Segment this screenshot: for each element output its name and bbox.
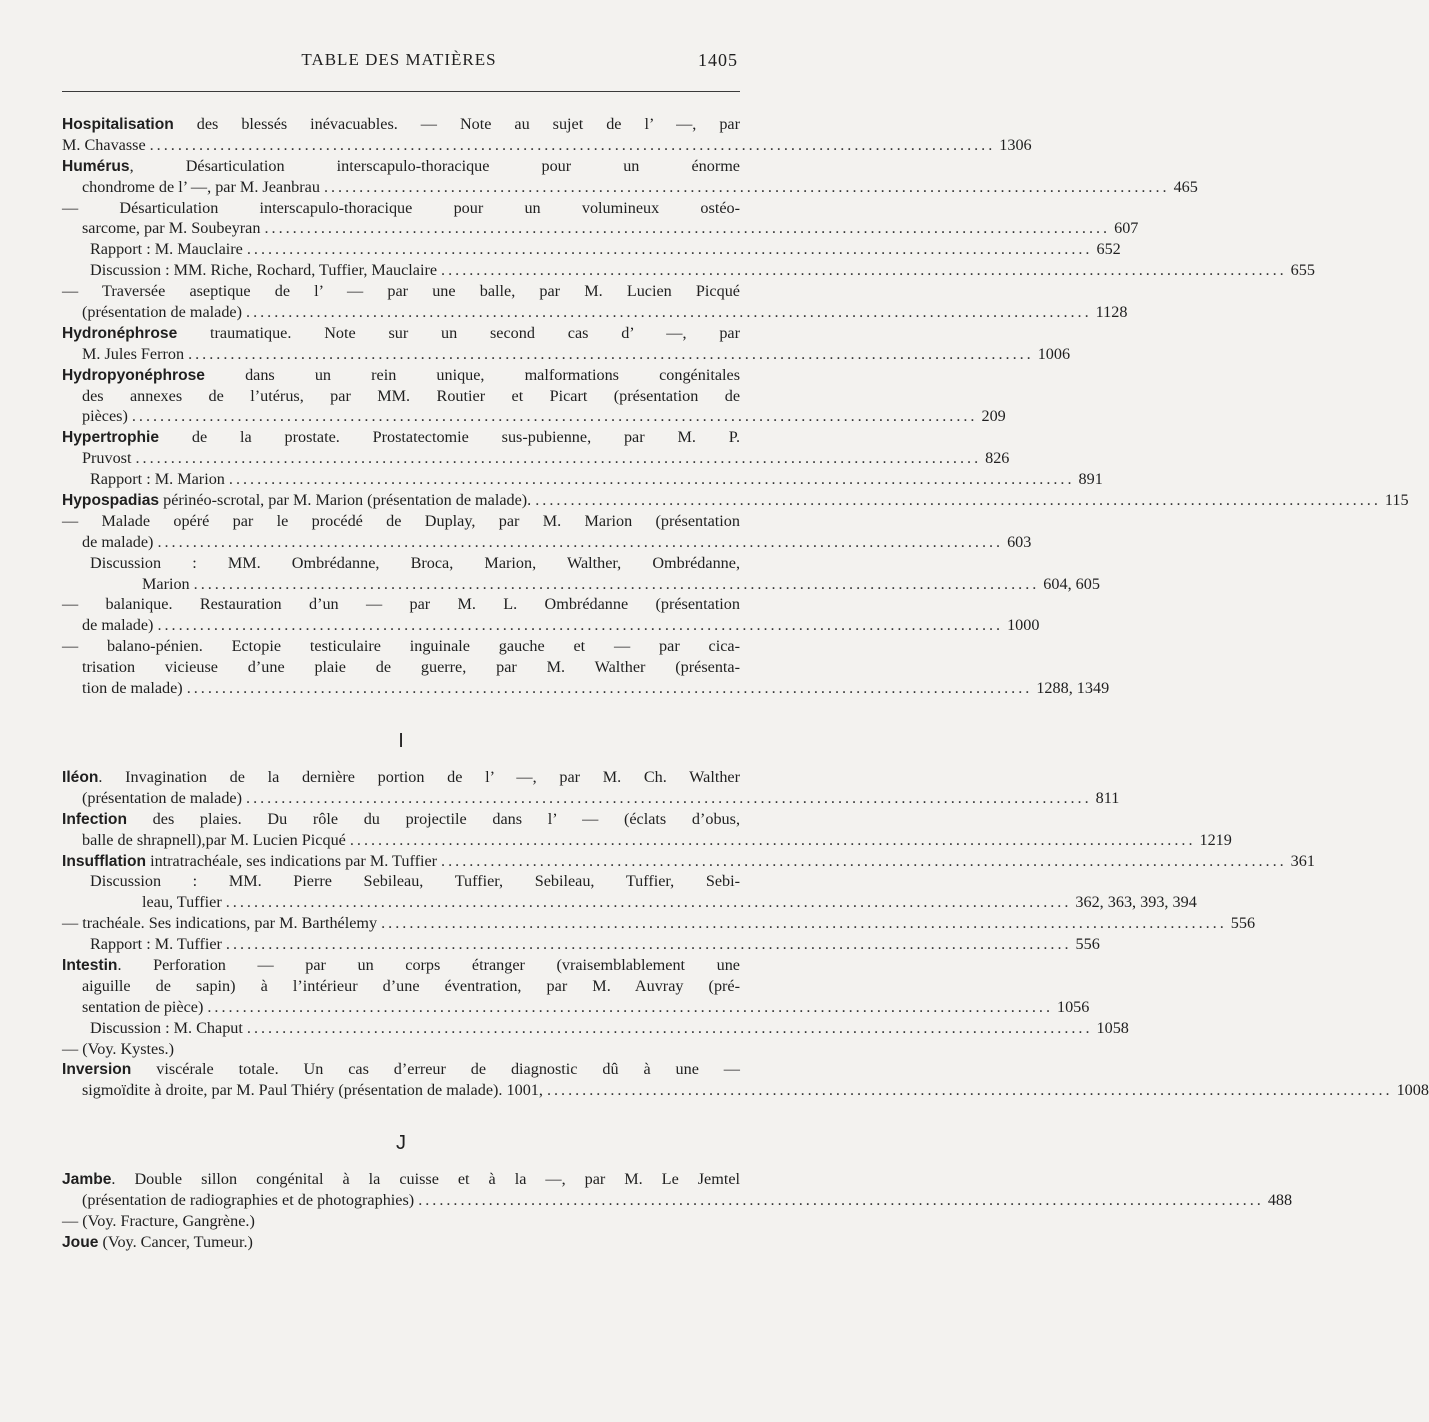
entry-text: [82, 830, 346, 851]
entry-body: pièces): [82, 407, 128, 426]
entry-text: [82, 344, 184, 365]
entry-keyword: Hydronéphrose: [62, 324, 178, 342]
dot-leader: ........................................................................................................................: [323, 177, 1170, 196]
dot-leader: ........................................................................................................................: [131, 407, 978, 426]
entry-body: . Invagination de la dernière portion de l’ —, par M. Ch. Walther: [98, 767, 740, 786]
entry-body: — balano-pénien. Ectopie testiculaire inguinale gauche et — par cica-: [62, 637, 740, 656]
index-entry-line: [62, 615, 1040, 636]
entry-body: , Désarticulation interscapulo-thoracique pour un énorme: [129, 156, 740, 175]
index-entry-line: [62, 997, 1090, 1018]
page-reference: 607: [1114, 219, 1139, 238]
entry-keyword: Intestin: [62, 956, 118, 974]
index-entry-line: [62, 678, 1110, 699]
index-entry-line: [62, 406, 1006, 427]
index-entry-line: [62, 114, 740, 135]
entry-text: [90, 260, 437, 281]
entry-text: [62, 595, 740, 613]
page-reference: 652: [1096, 240, 1121, 259]
entry-text: [62, 157, 740, 175]
entry-body: périnéo-scrotal, par M. Marion (présentation de malade).: [159, 491, 532, 510]
entry-body: Discussion : MM. Ombrédanne, Broca, Marion, Walther, Ombrédanne,: [90, 553, 740, 572]
entry-text: [62, 1170, 740, 1188]
page-reference: 604, 605: [1043, 574, 1100, 593]
entry-text: [62, 810, 740, 828]
entry-body: (présentation de radiographies et de photographies): [82, 1191, 415, 1210]
entry-keyword: Jambe: [62, 1171, 112, 1189]
dot-leader: ........................................................................................................................: [188, 344, 1034, 363]
index-entry-line: [62, 892, 1197, 913]
entry-body: sarcome, par M. Soubeyran: [82, 219, 261, 238]
entry-keyword: Inversion: [62, 1061, 132, 1079]
entry-keyword: Insufflation: [62, 852, 147, 870]
entry-text: [82, 997, 203, 1018]
entry-body: de malade): [82, 616, 154, 635]
page-reference: 1306: [999, 135, 1032, 154]
entry-text: [82, 177, 320, 198]
dot-leader: ........................................................................................................................: [225, 935, 1072, 954]
entry-text: [82, 387, 740, 405]
entry-body: . Perforation — par un corps étranger (vraisemblablement une: [117, 955, 740, 974]
entry-text: [90, 872, 740, 890]
entry-text: [62, 1233, 253, 1251]
entry-body: Rapport : M. Tuffier: [90, 935, 222, 954]
entry-text: [62, 512, 740, 530]
index-entry-line: [62, 218, 1139, 239]
entry-body: — Malade opéré par le procédé de Duplay, par M. Marion (présentation: [62, 511, 740, 530]
entry-body: des blessés inévacuables. — Note au sujet de l’ —, par: [173, 115, 740, 133]
entry-text: [90, 554, 740, 572]
dot-leader: ........................................................................................................................: [149, 135, 996, 154]
entry-body: chondrome de l’ —, par M. Jeanbrau: [82, 177, 320, 196]
entry-body: — (Voy. Fracture, Gangrène.): [62, 1211, 255, 1230]
entry-text: [62, 1040, 174, 1058]
entry-body: Discussion : MM. Pierre Sebileau, Tuffier, Sebileau, Tuffier, Sebi-: [90, 872, 740, 891]
entry-keyword: Hydropyonéphrose: [62, 366, 205, 384]
page-reference: 1000: [1007, 616, 1040, 635]
page-reference: 811: [1095, 788, 1120, 807]
page-reference: 1006: [1037, 344, 1071, 363]
entry-body: M. Jules Ferron: [82, 344, 185, 363]
entry-body: . Double sillon congénital à la cuisse et à la —, par M. Le Jemtel: [111, 1170, 740, 1189]
entry-body: aiguille de sapin) à l’intérieur d’une éventration, par M. Auvray (pré-: [82, 976, 740, 995]
entry-keyword: Hypospadias: [62, 492, 160, 510]
entry-text: [62, 637, 740, 655]
entry-keyword: Iléon: [62, 768, 99, 786]
index-entry-line: [62, 1211, 740, 1232]
dot-leader: ........................................................................................................................: [135, 449, 982, 468]
entry-body: — Désarticulation interscapulo-thoracique pour un volumineux ostéo-: [62, 198, 740, 217]
index-entry-line: [62, 788, 1120, 809]
page-reference: 603: [1007, 532, 1032, 551]
index-entry-line: [62, 1080, 1429, 1101]
page-header: [60, 50, 738, 76]
entry-text: [82, 1190, 414, 1211]
index-entry-line: [62, 198, 740, 219]
dot-leader: ........................................................................................................................: [264, 219, 1111, 238]
dot-leader: ........................................................................................................................: [441, 261, 1287, 280]
entry-text: [82, 788, 242, 809]
index-entry-line: [62, 1039, 740, 1060]
entry-text: [142, 892, 222, 913]
dot-leader: ........................................................................................................................: [157, 616, 1004, 635]
dot-leader: ........................................................................................................................: [207, 997, 1053, 1016]
entry-text: [82, 302, 242, 323]
index-entry-line: [62, 851, 1315, 872]
entry-body: — balanique. Restauration d’un — par M. L. Ombrédanne (présentation: [62, 595, 740, 614]
index-entry-line: [62, 871, 740, 892]
dot-leader: ........................................................................................................................: [246, 240, 1093, 259]
page-reference: 209: [981, 407, 1006, 426]
entry-body: dans un rein unique, malformations congénitales: [204, 365, 740, 384]
page-reference: 1008: [1396, 1081, 1429, 1100]
index-entry-line: [62, 302, 1128, 323]
entry-body: M. Chavasse: [62, 135, 146, 154]
page-reference: 655: [1290, 261, 1315, 280]
entry-text: [62, 768, 740, 786]
entry-keyword: Hospitalisation: [62, 116, 174, 133]
page-reference: 1288, 1349: [1036, 679, 1110, 698]
entry-text: [62, 324, 740, 342]
entry-text: [62, 913, 377, 934]
entry-body: sigmoïdite à droite, par M. Paul Thiéry (présentation de malade). 1001,: [82, 1081, 543, 1100]
index-entry-line: [62, 448, 1010, 469]
index-entry-line: [62, 913, 1256, 934]
entry-body: sentation de pièce): [82, 997, 204, 1016]
entry-text: [82, 1080, 543, 1101]
entry-body: de malade): [82, 532, 154, 551]
entry-body: intratrachéale, ses indications par M. Tuffier: [146, 851, 438, 870]
entry-text: [62, 1060, 740, 1078]
page-reference: 826: [985, 449, 1010, 468]
page-reference: 361: [1290, 851, 1315, 870]
dot-leader: ........................................................................................................................: [228, 470, 1075, 489]
index-entry-line: [62, 177, 1198, 198]
entry-body: des annexes de l’utérus, par MM. Routier et Picart (présentation de: [82, 386, 740, 405]
index-entry-line: [62, 955, 740, 976]
entry-body: Pruvost: [82, 449, 132, 468]
index-entry-line: [62, 344, 1071, 365]
entry-keyword: Humérus: [62, 157, 130, 175]
page-number: 1405: [698, 50, 738, 70]
entry-body: leau, Tuffier: [142, 893, 222, 912]
entry-text: [62, 366, 740, 384]
index-entry-line: [62, 767, 740, 788]
index-entry-line: [62, 830, 1232, 851]
entry-body: viscérale totale. Un cas d’erreur de diagnostic dû à une —: [131, 1060, 740, 1079]
dot-leader: ........................................................................................................................: [546, 1081, 1393, 1100]
entry-body: — (Voy. Kystes.): [62, 1039, 174, 1058]
entry-body: (Voy. Cancer, Tumeur.): [98, 1232, 253, 1251]
entry-text: [82, 977, 740, 995]
index-content: [62, 114, 1429, 1253]
page-reference: 891: [1078, 470, 1103, 489]
index-entry-line: [62, 1018, 1129, 1039]
index-entry-line: [62, 365, 740, 386]
index-entry-line: [62, 594, 740, 615]
entry-text: [62, 1212, 255, 1230]
index-entry-line: [62, 490, 1409, 511]
entry-text: [62, 135, 146, 156]
entry-body: Rapport : M. Marion: [90, 470, 225, 489]
index-entry-line: [62, 135, 1032, 156]
entry-body: Discussion : M. Chaput: [90, 1018, 243, 1037]
page-reference: 1058: [1096, 1018, 1129, 1037]
index-entry-line: [62, 809, 740, 830]
index-entry-line: [62, 1190, 1293, 1211]
index-entry-line: [62, 469, 1103, 490]
index-entry-line: [62, 239, 1121, 260]
entry-keyword: Joue: [62, 1233, 99, 1251]
entry-body: balle de shrapnell),par M. Lucien Picqué: [82, 830, 346, 849]
entry-body: Discussion : MM. Riche, Rochard, Tuffier, Mauclaire: [90, 261, 438, 280]
entry-text: [62, 282, 740, 300]
index-entry-line: [62, 281, 740, 302]
index-entry-line: [62, 1232, 740, 1253]
entry-body: de la prostate. Prostatectomie sus-pubienne, par M. P.: [159, 428, 740, 447]
entry-text: [82, 615, 153, 636]
entry-text: [82, 532, 153, 553]
section-letter: I: [398, 729, 404, 752]
index-entry-line: [62, 553, 740, 574]
entry-body: — Traversée aseptique de l’ — par une balle, par M. Lucien Picqué: [62, 282, 740, 301]
entry-text: [82, 448, 131, 469]
index-entry-line: [62, 511, 740, 532]
dot-leader: ........................................................................................................................: [246, 1018, 1093, 1037]
dot-leader: ........................................................................................................................: [186, 679, 1033, 698]
dot-leader: ........................................................................................................................: [157, 532, 1004, 551]
entry-body: tion de malade): [82, 679, 183, 698]
index-entry-line: [62, 427, 740, 448]
index-entry-line: [62, 1169, 740, 1190]
index-entry-line: [62, 323, 740, 344]
index-entry-line: [62, 574, 1100, 595]
index-entry-line: [62, 260, 1315, 281]
dot-leader: ........................................................................................................................: [225, 893, 1072, 912]
entry-text: [90, 469, 225, 490]
section-letter: J: [396, 1132, 406, 1155]
dot-leader: ........................................................................................................................: [349, 830, 1196, 849]
entry-text: [62, 490, 531, 511]
dot-leader: ........................................................................................................................: [193, 574, 1040, 593]
page-reference: 556: [1230, 914, 1256, 933]
entry-body: (présentation de malade): [82, 303, 243, 322]
page-reference: 556: [1075, 935, 1100, 954]
page-reference: 1128: [1095, 303, 1128, 322]
entry-text: [62, 851, 437, 872]
dot-leader: ........................................................................................................................: [246, 788, 1092, 807]
index-entry-line: [62, 386, 740, 407]
entry-body: — trachéale. Ses indications, par M. Barthélemy: [62, 914, 378, 933]
entry-body: Marion: [142, 574, 190, 593]
dot-leader: ........................................................................................................................: [535, 491, 1381, 510]
dot-leader: ........................................................................................................................: [441, 851, 1287, 870]
index-entry-line: [62, 934, 1100, 955]
entry-text: [90, 239, 243, 260]
index-entry-line: [62, 156, 740, 177]
page-reference: 1219: [1199, 830, 1232, 849]
entry-text: [62, 956, 740, 974]
entry-text: [82, 678, 183, 699]
entry-keyword: Hypertrophie: [62, 429, 160, 447]
entry-text: [142, 574, 190, 595]
page-reference: 1056: [1056, 997, 1090, 1016]
index-entry-line: [62, 976, 740, 997]
header-rule: [62, 91, 740, 92]
entry-body: trisation vicieuse d’une plaie de guerre, par M. Walther (présenta-: [82, 658, 740, 677]
index-entry-line: [62, 1059, 740, 1080]
page-reference: 465: [1173, 177, 1198, 196]
entry-text: [62, 428, 740, 446]
page-reference: 362, 363, 393, 394: [1075, 893, 1197, 912]
dot-leader: ........................................................................................................................: [381, 914, 1227, 933]
page-reference: 488: [1267, 1191, 1293, 1210]
entry-body: Rapport : M. Mauclaire: [90, 240, 243, 259]
entry-text: [82, 406, 128, 427]
entry-text: [62, 115, 740, 133]
entry-text: [82, 218, 260, 239]
page-title: TABLE DES MATIÈRES: [301, 50, 497, 69]
entry-text: [62, 199, 740, 217]
index-entry-line: [62, 636, 740, 657]
entry-body: (présentation de malade): [82, 788, 243, 807]
entry-keyword: Infection: [62, 810, 127, 828]
entry-text: [90, 934, 222, 955]
entry-text: [90, 1018, 243, 1039]
index-entry-line: [62, 657, 740, 678]
page-reference: 115: [1384, 491, 1409, 510]
entry-text: [82, 658, 740, 676]
dot-leader: ........................................................................................................................: [246, 303, 1092, 322]
entry-body: traumatique. Note sur un second cas d’ —, par: [177, 323, 740, 342]
index-entry-line: [62, 532, 1032, 553]
dot-leader: ........................................................................................................................: [418, 1191, 1264, 1210]
entry-body: des plaies. Du rôle du projectile dans l’ — (éclats d’obus,: [126, 809, 740, 828]
